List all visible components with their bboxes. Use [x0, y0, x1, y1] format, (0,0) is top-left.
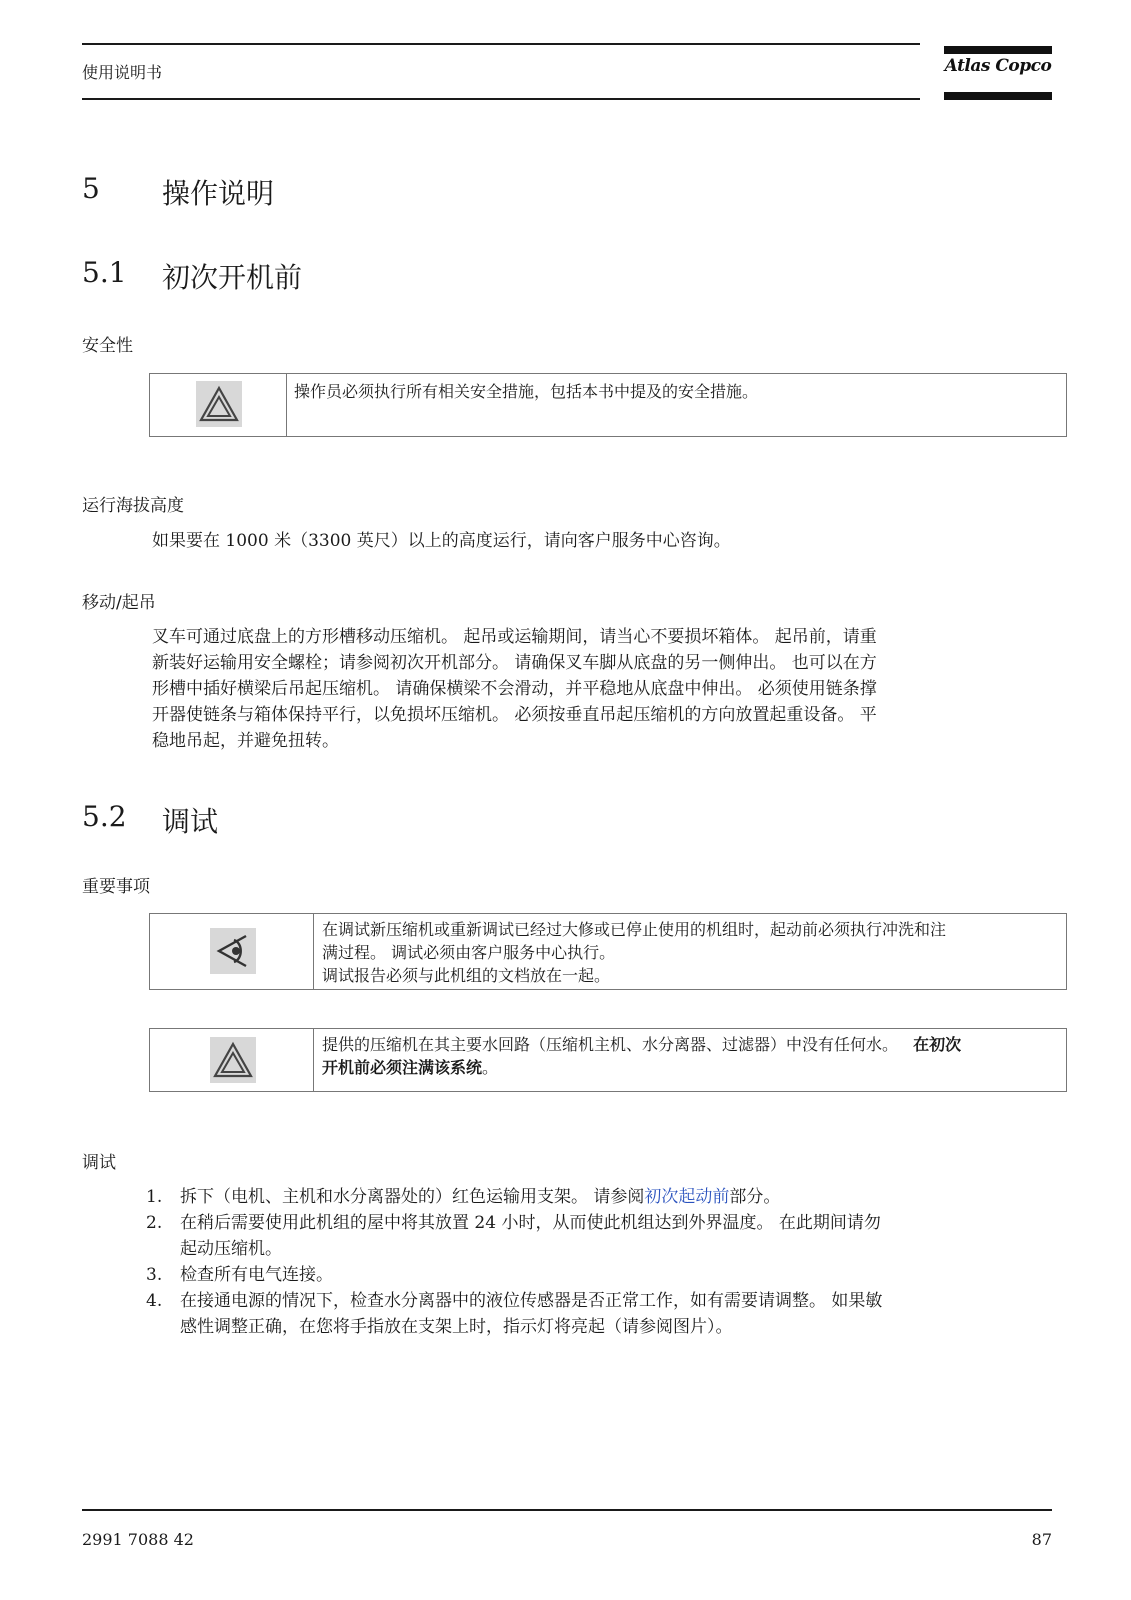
- section-number: 5.2: [82, 800, 127, 833]
- header-title: 使用说明书: [82, 63, 163, 82]
- page-number: 87: [1031, 1530, 1052, 1549]
- list-number: 1.: [146, 1187, 163, 1207]
- header-bottom-rule: [82, 98, 920, 100]
- list-item: [146, 1184, 1056, 1210]
- safety-notice-text: 操作员必须执行所有相关安全措施，包括本书中提及的安全措施。: [294, 382, 759, 401]
- document-number: 2991 7088 42: [82, 1530, 194, 1549]
- warning-triangle-icon: [210, 1037, 256, 1083]
- list-item: [146, 1210, 1056, 1262]
- altitude-text: 如果要在 1000 米（3300 英尺）以上的高度运行，请向客户服务中心咨询。: [152, 531, 731, 551]
- paragraph-line: 叉车可通过底盘上的方形槽移动压缩机。 起吊或运输期间，请当心不要损坏箱体。 起吊前，请重: [152, 627, 877, 647]
- list-text: [180, 1210, 1050, 1262]
- notice-bold-text: 在初次: [913, 1035, 962, 1054]
- list-number: 2.: [146, 1213, 163, 1233]
- important-notice-text: [322, 918, 1062, 987]
- footer-rule: [82, 1509, 1052, 1511]
- list-number: 4.: [146, 1291, 163, 1311]
- water-fill-notice: [149, 1028, 1067, 1092]
- notice-line: 调试报告必须与此机组的文档放在一起。: [322, 966, 611, 985]
- list-text-after: 部分。: [729, 1187, 781, 1207]
- important-notice: [149, 913, 1067, 990]
- paragraph-line: 稳地吊起，并避免扭转。: [152, 731, 339, 751]
- atlas-copco-logo: [944, 42, 1052, 100]
- list-number: 3.: [146, 1265, 163, 1285]
- eye-attention-icon: [210, 928, 256, 974]
- list-text: [180, 1184, 1050, 1210]
- notice-bold-text: 开机前必须注满该系统: [322, 1058, 483, 1077]
- notice-normal-text: 提供的压缩机在其主要水回路（压缩机主机、水分离器、过滤器）中没有任何水。: [322, 1035, 899, 1054]
- notice-line: 满过程。 调试必须由客户服务中心执行。: [322, 943, 616, 962]
- moving-heading: 移动/起吊: [82, 593, 156, 613]
- paragraph-line: 新装好运输用安全螺栓；请参阅初次开机部分。 请确保叉车脚从底盘的另一侧伸出。 也可以在方: [152, 653, 877, 673]
- list-text-line: 起动压缩机。: [180, 1239, 282, 1259]
- list-text-line: 检查所有电气连接。: [180, 1265, 333, 1285]
- paragraph-line: 开器使链条与箱体保持平行，以免损坏压缩机。 必须按垂直吊起压缩机的方向放置起重设备。 平: [152, 705, 877, 725]
- safety-notice: [149, 373, 1067, 437]
- moving-paragraph: [152, 624, 1057, 754]
- list-text-line: 感性调整正确，在您将手指放在支架上时，指示灯将亮起（请参阅图片）。: [180, 1317, 733, 1337]
- list-text: [180, 1288, 1050, 1340]
- section-number: 5.1: [82, 256, 127, 289]
- notice-line: 在调试新压缩机或重新调试已经过大修或已停止使用的机组时，起动前必须执行冲洗和注: [322, 920, 947, 939]
- header-top-rule: [82, 43, 920, 45]
- section-number: 5: [82, 172, 100, 205]
- section-5-2-heading: [82, 800, 582, 840]
- section-title: 操作说明: [162, 177, 275, 210]
- section-title: 调试: [162, 805, 219, 838]
- notice-normal-text: 。: [482, 1058, 499, 1077]
- list-item: [146, 1288, 1056, 1340]
- section-5-heading: [82, 172, 582, 212]
- altitude-heading: 运行海拔高度: [82, 496, 184, 516]
- paragraph-line: 形槽中插好横梁后吊起压缩机。 请确保横梁不会滑动，并平稳地从底盘中伸出。 必须使用链条撑: [152, 679, 877, 699]
- notice-line: [322, 1033, 1062, 1056]
- notice-line: [322, 1056, 1062, 1079]
- safety-heading: 安全性: [82, 336, 133, 356]
- water-fill-notice-text: [322, 1033, 1062, 1079]
- commissioning-heading: 调试: [82, 1153, 116, 1173]
- important-heading: 重要事项: [82, 877, 150, 897]
- list-text-line: 在稍后需要使用此机组的屋中将其放置 24 小时，从而使此机组达到外界温度。 在此期间请勿: [180, 1213, 881, 1233]
- logo-text: Atlas Copco: [944, 56, 1052, 76]
- warning-triangle-icon: [196, 381, 242, 427]
- list-text-line: 在接通电源的情况下，检查水分离器中的液位传感器是否正常工作，如有需要请调整。 如果敏: [180, 1291, 883, 1311]
- section-5-1-heading: [82, 256, 582, 296]
- list-item: [146, 1262, 1056, 1288]
- link-first-start[interactable]: 初次起动前: [644, 1187, 730, 1207]
- list-text: [180, 1262, 1050, 1288]
- list-text-line: 拆下（电机、主机和水分离器处的）红色运输用支架。 请参阅: [180, 1187, 645, 1207]
- section-title: 初次开机前: [162, 261, 303, 294]
